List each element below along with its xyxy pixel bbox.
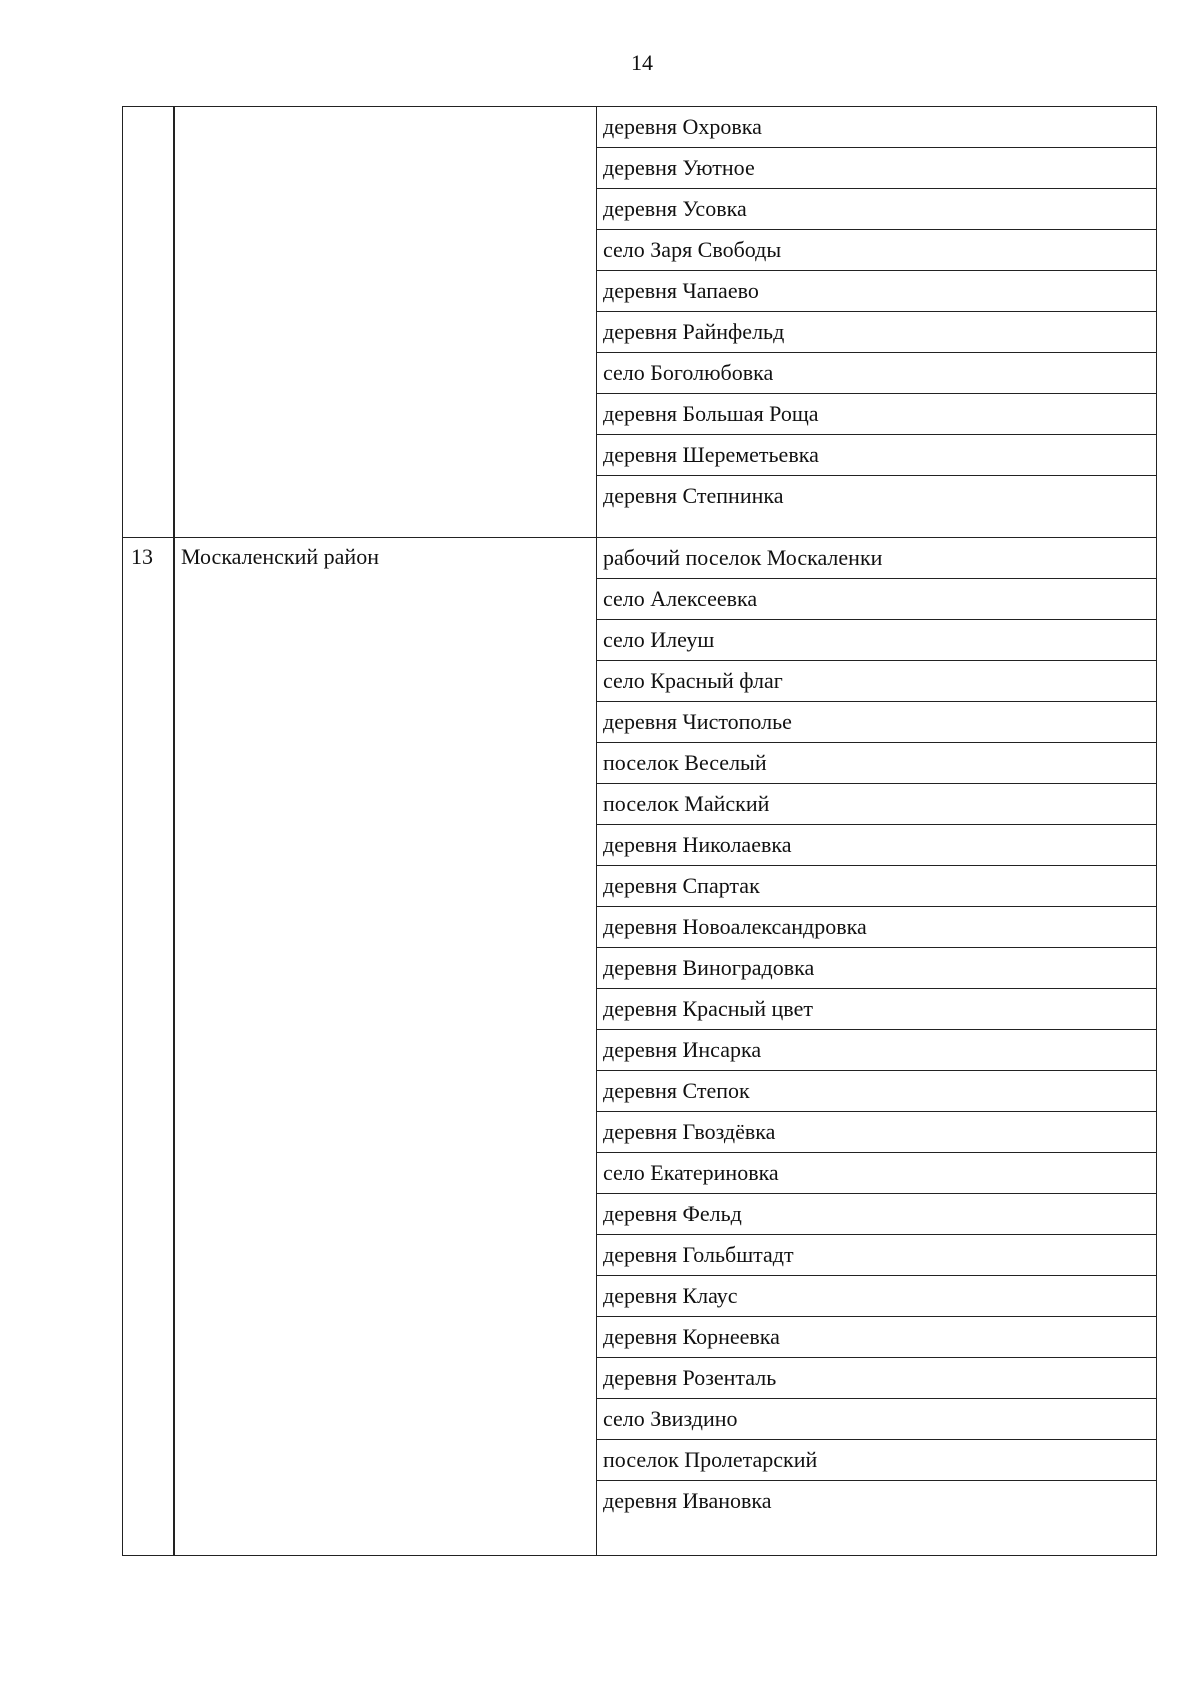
list-item: деревня Корнеевка xyxy=(597,1317,1156,1358)
list-item: рабочий поселок Москаленки xyxy=(597,538,1156,579)
list-item: деревня Новоалександровка xyxy=(597,907,1156,948)
settlements-table xyxy=(122,106,1157,1556)
district-row-block xyxy=(123,538,1156,1555)
list-item: деревня Большая Роща xyxy=(597,394,1156,435)
list-item: село Алексеевка xyxy=(597,579,1156,620)
list-item: деревня Инсарка xyxy=(597,1030,1156,1071)
list-item: деревня Степнинка xyxy=(603,483,784,508)
list-item: деревня Шереметьевка xyxy=(597,435,1156,476)
list-item: деревня Ивановка xyxy=(603,1488,772,1513)
list-item: деревня Чистополье xyxy=(597,702,1156,743)
list-item: деревня Райнфельд xyxy=(597,312,1156,353)
list-item: поселок Майский xyxy=(597,784,1156,825)
list-item: поселок Веселый xyxy=(597,743,1156,784)
list-item: деревня Чапаево xyxy=(597,271,1156,312)
list-item: деревня Гольбштадт xyxy=(597,1235,1156,1276)
list-item: село Илеуш xyxy=(597,620,1156,661)
list-item: деревня Усовка xyxy=(597,189,1156,230)
list-item: деревня Спартак xyxy=(597,866,1156,907)
continued-row-block xyxy=(123,107,1156,537)
list-item: деревня Фельд xyxy=(597,1194,1156,1235)
number-cell-empty xyxy=(123,107,174,537)
continued-settlement-list xyxy=(596,107,1156,537)
district-name-cell xyxy=(174,538,596,1555)
district-name: Москаленский район xyxy=(181,544,379,569)
list-item: село Звиздино xyxy=(597,1399,1156,1440)
list-item: деревня Уютное xyxy=(597,148,1156,189)
list-item: деревня Николаевка xyxy=(597,825,1156,866)
page-number: 14 xyxy=(631,50,653,75)
list-item: деревня Красный цвет xyxy=(597,989,1156,1030)
district-number-cell xyxy=(123,538,174,1555)
list-item: деревня Клаус xyxy=(597,1276,1156,1317)
list-item: деревня Виноградовка xyxy=(597,948,1156,989)
list-item: село Заря Свободы xyxy=(597,230,1156,271)
list-item: деревня Розенталь xyxy=(597,1358,1156,1399)
list-item: село Боголюбовка xyxy=(597,353,1156,394)
district-cell-empty xyxy=(174,107,596,537)
list-item: деревня Гвоздёвка xyxy=(597,1112,1156,1153)
district-number: 13 xyxy=(131,544,153,569)
list-item: деревня Охровка xyxy=(597,107,1156,148)
list-item: село Красный флаг xyxy=(597,661,1156,702)
district-settlement-list xyxy=(596,538,1156,1555)
list-item: село Екатериновка xyxy=(597,1153,1156,1194)
list-item: поселок Пролетарский xyxy=(597,1440,1156,1481)
list-item: деревня Степок xyxy=(597,1071,1156,1112)
